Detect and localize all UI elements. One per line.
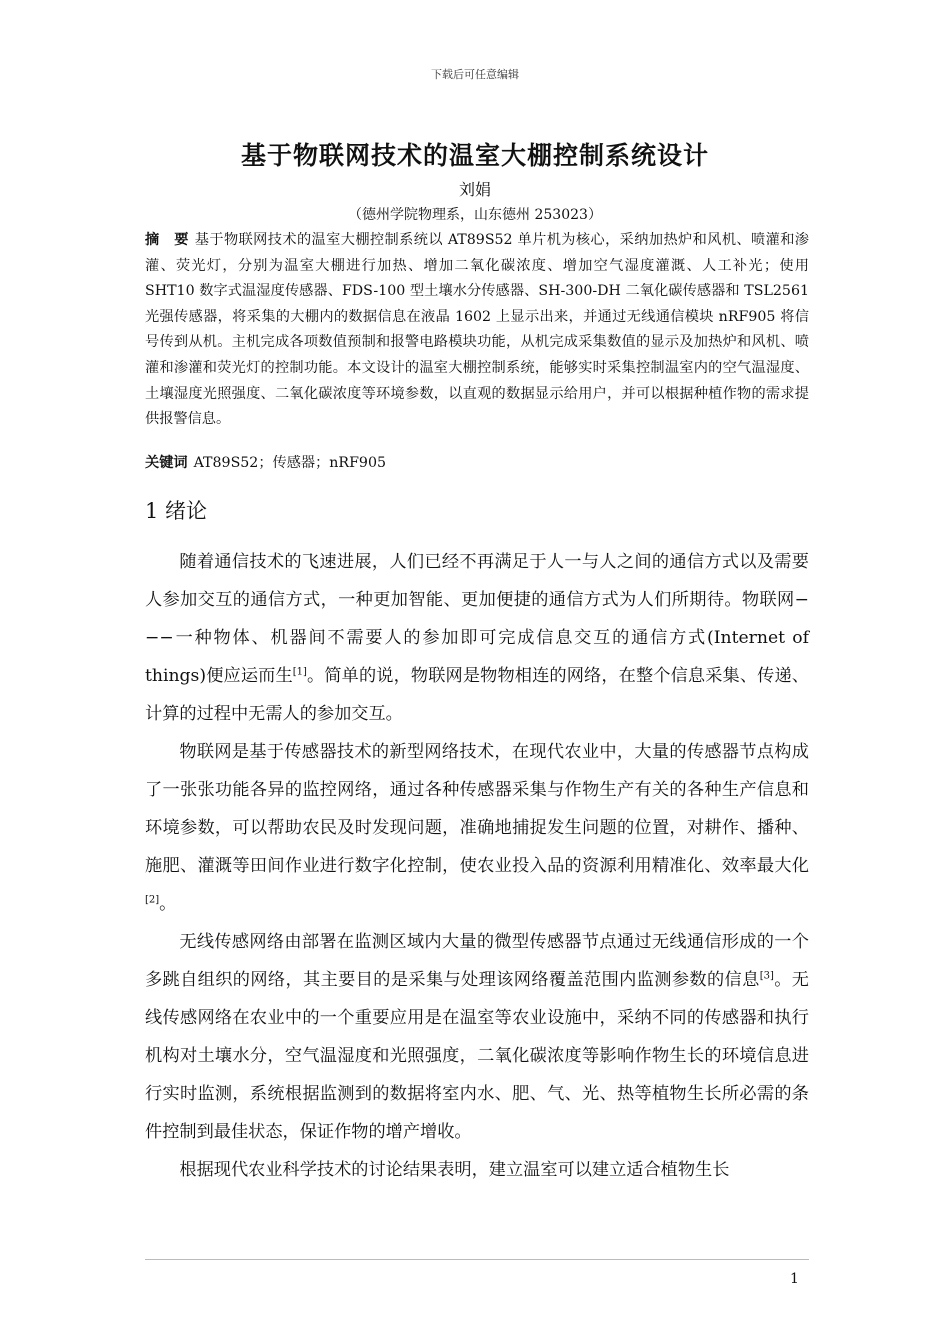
keywords: [145, 452, 809, 472]
paragraph-2-text-cont: 。: [159, 894, 177, 914]
paragraph-4: 根据现代农业科学技术的讨论结果表明，建立温室可以建立适合植物生长: [179, 1160, 730, 1180]
paragraph-1-text-cont: 。简单的说，物联网是物物相连的网络，在整个信息采集、传递、计算的过程中无需人的参加交互。: [145, 666, 809, 724]
paragraph-3-text: 无线传感网络由部署在监测区域内大量的微型传感器节点通过无线通信形成的一个多跳自组织的网络，其主要目的是采集与处理该网络覆盖范围内监测参数的信息: [145, 932, 809, 990]
paragraph-1: [145, 543, 809, 733]
paragraph-2: [145, 733, 809, 923]
footer-divider: [145, 1259, 809, 1260]
citation-3: [3]: [759, 970, 774, 982]
abstract: [145, 228, 809, 433]
keywords-text: AT89S52；传感器；nRF905: [193, 455, 387, 471]
header-note: 下载后可任意编辑: [431, 68, 519, 81]
page-number: 1: [790, 1271, 799, 1287]
section-heading: 1 绪论: [145, 499, 208, 523]
paper-title: 基于物联网技术的温室大棚控制系统设计: [240, 141, 709, 170]
keywords-label: 关键词: [145, 455, 188, 471]
paragraph-3: [145, 923, 809, 1151]
paragraph-1-text: 随着通信技术的飞速进展，人们已经不再满足于人一与人之间的通信方式以及需要人参加交互的通信方式，一种更加智能、更加便捷的通信方式为人们所期待。物联网−−−一种物体、机器间不需要人的参加即可完成信息交互的通信方式(Internet of things)便应运而生: [145, 552, 809, 686]
author-affiliation: （德州学院物理系，山东德州 253023）: [348, 207, 602, 223]
citation-1: [1]: [292, 666, 307, 678]
citation-2: [2]: [145, 894, 160, 906]
author-name: 刘娟: [458, 180, 491, 199]
abstract-label: 摘 要: [145, 232, 189, 248]
paragraph-3-text-cont: 。无线传感网络在农业中的一个重要应用是在温室等农业设施中，采纳不同的传感器和执行机构对土壤水分，空气温湿度和光照强度，二氧化碳浓度等影响作物生长的环境信息进行实时监测，系统根据监测到的数据将室内水、肥、气、光、热等植物生长所必需的条件控制到最佳状态，保证作物的增产增收。: [145, 970, 809, 1142]
body-text: [145, 543, 809, 1189]
paragraph-2-text: 物联网是基于传感器技术的新型网络技术，在现代农业中，大量的传感器节点构成了一张张功能各异的监控网络，通过各种传感器采集与作物生产有关的各种生产信息和环境参数，可以帮助农民及时发现问题，准确地捕捉发生问题的位置，对耕作、播种、施肥、灌溉等田间作业进行数字化控制，使农业投入品的资源利用精准化、效率最大化: [145, 742, 809, 876]
abstract-text: 基于物联网技术的温室大棚控制系统以 AT89S52 单片机为核心，采纳加热炉和风机、喷灌和渗灌、荧光灯，分别为温室大棚进行加热、增加二氧化碳浓度、增加空气湿度灌溉、人工补光；使用 SHT10 数字式温湿度传感器、FDS-100 型土壤水分传感器、SH-300-DH 二氧化碳传感器和 TSL2561 光强传感器，将采集的大棚内的数据信息在液晶 1602 上显示出来，并通过无线通信模块 nRF905 将信号传到从机。主机完成各项数值预制和报警电路模块功能，从机完成采集数值的显示及加热炉和风机、喷灌和渗灌和荧光灯的控制功能。本文设计的温室大棚控制系统，能够实时采集控制温室内的空气温湿度、土壤湿度光照强度、二氧化碳浓度等环境参数，以直观的数据显示给用户，并可以根据种植作物的需求提供报警信息。: [145, 232, 809, 428]
